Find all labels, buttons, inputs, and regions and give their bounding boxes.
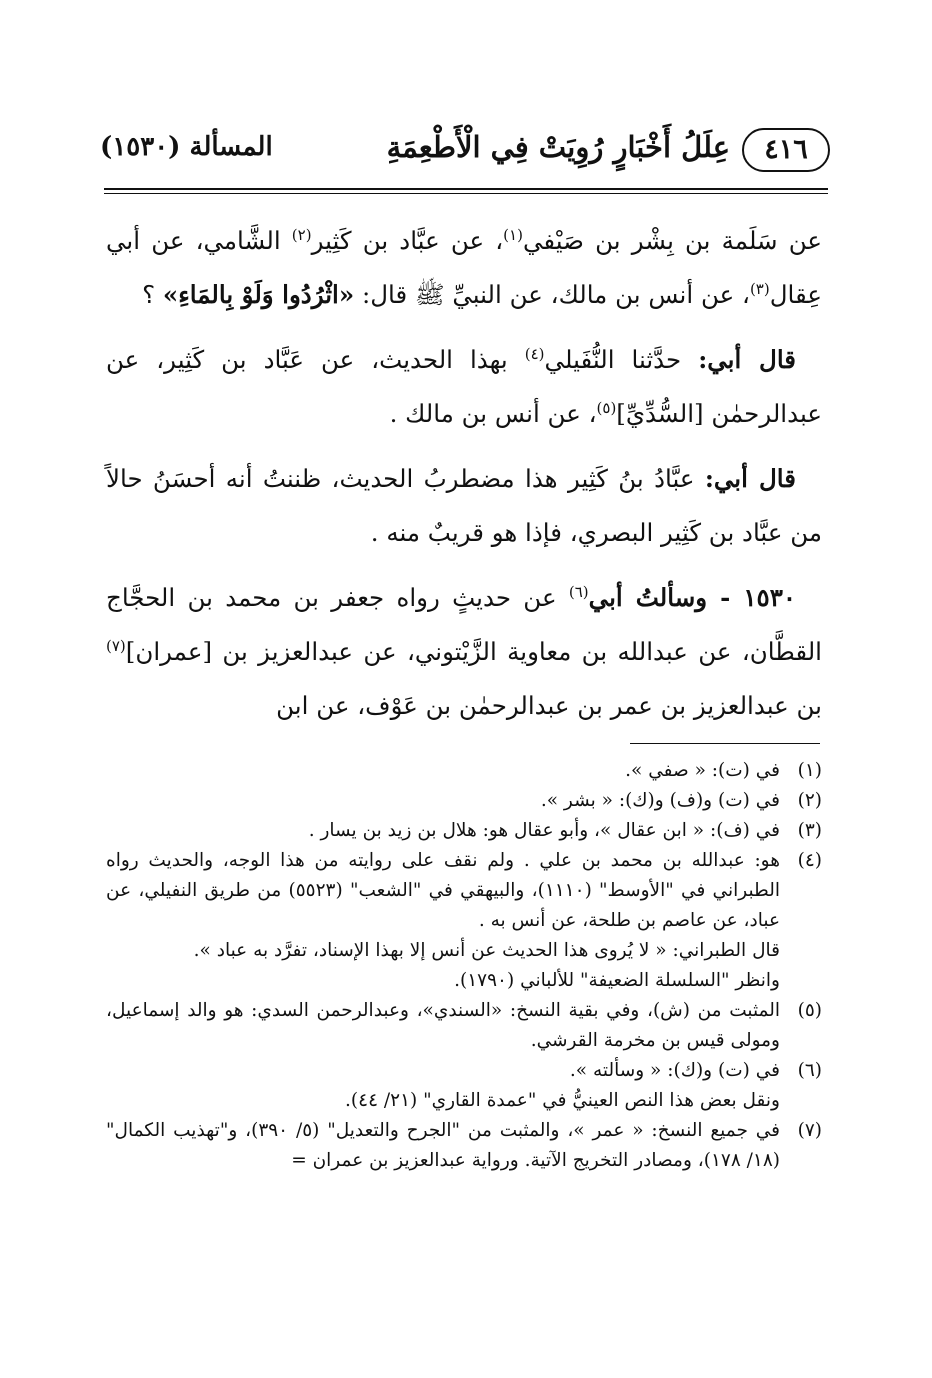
footnote (106, 786, 822, 816)
footnote-ref: (٤) (524, 344, 545, 363)
speaker-label: قال أبي: (698, 345, 796, 374)
text-segment: ؟ (142, 280, 163, 309)
footnote-text (106, 996, 780, 1056)
footnote-line: في (ت) و(ف) و(ك): « بشر ». (540, 790, 780, 811)
footnote-number: (٥) (797, 1000, 822, 1021)
footnote (106, 846, 822, 996)
page-header (100, 128, 830, 176)
footnote-line: وانظر "السلسلة الضعيفة" للألباني (١٧٩٠). (454, 970, 780, 991)
paragraph-4 (106, 571, 822, 733)
text-segment: ، عن عبَّاد بن كَثِير (311, 226, 504, 255)
footnote-text (106, 1056, 780, 1116)
footnote-ref: (٥) (596, 398, 617, 417)
footnote-line: في جميع النسخ: « عمر »، والمثبت من "الجرح والتعديل" (٥/ ٣٩٠)، و"تهذيب الكمال" (١٨/ ١٧٨)، ومصادر التخريج الآتية. ورواية عبدالعزيز بن عمران = (106, 1120, 780, 1171)
footnote-line: في (ف): « ابن عقال »، وأبو عقال هو: هلال بن زيد بن يسار . (308, 820, 780, 841)
footnote-number: (٢) (797, 790, 822, 811)
speaker-label: قال أبي: (704, 464, 796, 493)
hadith-quote: «اثْرُدُوا وَلَوْ بِالمَاءِ» (162, 280, 355, 309)
footnote (106, 756, 822, 786)
text-segment: الشَّامي، عن أبي عِقال (106, 226, 822, 309)
text-segment: ، عن أنس بن مالك، عن النبيِّ ﷺ قال: (354, 280, 750, 309)
footnote-rule (630, 743, 820, 744)
footnote-ref: (٧) (106, 636, 126, 655)
text-segment: ، عن أنس بن مالك . (389, 399, 597, 428)
footnote (106, 996, 822, 1056)
footnote-line: قال الطبراني: « لا يُروى هذا الحديث عن أنس إلا بهذا الإسناد، تفرَّد به عباد ». (193, 940, 780, 961)
footnote-number: (٦) (797, 1060, 822, 1081)
issue-label: المسألة (١٥٣٠) (100, 132, 273, 162)
header-rule (104, 188, 828, 194)
main-text (106, 214, 822, 744)
footnote-number: (١) (797, 760, 822, 781)
footnote-text (106, 756, 780, 786)
book-title: عِلَلُ أَخْبَارٍ رُوِيَتْ فِي الْأَطْعِمَةِ (386, 130, 730, 164)
footnote-number: (٤) (797, 850, 822, 871)
footnote-text (106, 1116, 780, 1176)
footnote-text (106, 816, 780, 846)
footnote (106, 1056, 822, 1116)
paragraph-2 (106, 333, 822, 441)
text-segment: حدَّثنا النُّفَيلي (544, 345, 699, 374)
page-number: ٤١٦ (742, 128, 830, 172)
paragraph-3 (106, 452, 822, 560)
footnote-line: في (ت) و(ك): « وسألته ». (569, 1060, 780, 1081)
footnote-number: (٧) (797, 1120, 822, 1141)
text-segment: بن عبدالعزيز بن عمر بن عبدالرحمٰن بن عَوْف، عن ابن (276, 691, 822, 720)
footnote-text (106, 846, 780, 996)
issue-heading: ١٥٣٠ - وسألتُ أبي (588, 583, 797, 612)
footnote-ref: (٦) (568, 582, 589, 601)
footnote-line: في (ت): « صفي ». (625, 760, 780, 781)
text-segment: عن سَلَمة بن بِشْر بن صَيْفي (522, 226, 822, 255)
footnote-text (106, 786, 780, 816)
footnote-ref: (٣) (749, 279, 770, 298)
footnote-line: هو: عبدالله بن محمد بن علي . ولم نقف على روايته من هذا الوجه، والحديث رواه الطبراني في "الأوسط" (١١١٠)، والبيهقي في "الشعب" (٥٥٢٣) من طريق النفيلي، عن عباد، عن عاصم بن طلحة، عن أنس به . (106, 850, 781, 931)
text-segment: عبَّادُ بنُ كَثِير هذا مضطربُ الحديث، ظننتُ أنه أحسَنُ حالاً من عبَّاد بن كَثِير البصري، فإذا هو قريبٌ منه . (106, 464, 822, 547)
text-segment: عن حديثٍ رواه جعفر بن محمد بن الحجَّاج القطَّان، عن عبدالله بن معاوية الزَّيْتوني، عن عبدالعزيز بن [عمران] (106, 583, 822, 666)
text-segment: بهذا الحديث، عن عَبَّاد بن كَثِير، عن عبدالرحمٰن [السُّدِّيِّ] (106, 345, 822, 428)
footnote-line: ونقل بعض هذا النص العينيُّ في "عمدة القاري" (٢١/ ٤٤). (345, 1090, 780, 1111)
footnote-ref: (٢) (291, 225, 312, 244)
footnote-line: المثبت من (ش)، وفي بقية النسخ: «السندي»، وعبدالرحمن السدي: هو والد إسماعيل، ومولى قيس بن مخرمة القرشي. (106, 1000, 780, 1051)
footnote (106, 1116, 822, 1176)
footnotes (106, 756, 822, 1176)
paragraph-1 (106, 214, 822, 322)
footnote (106, 816, 822, 846)
footnote-number: (٣) (797, 820, 822, 841)
footnote-ref: (١) (503, 225, 523, 244)
